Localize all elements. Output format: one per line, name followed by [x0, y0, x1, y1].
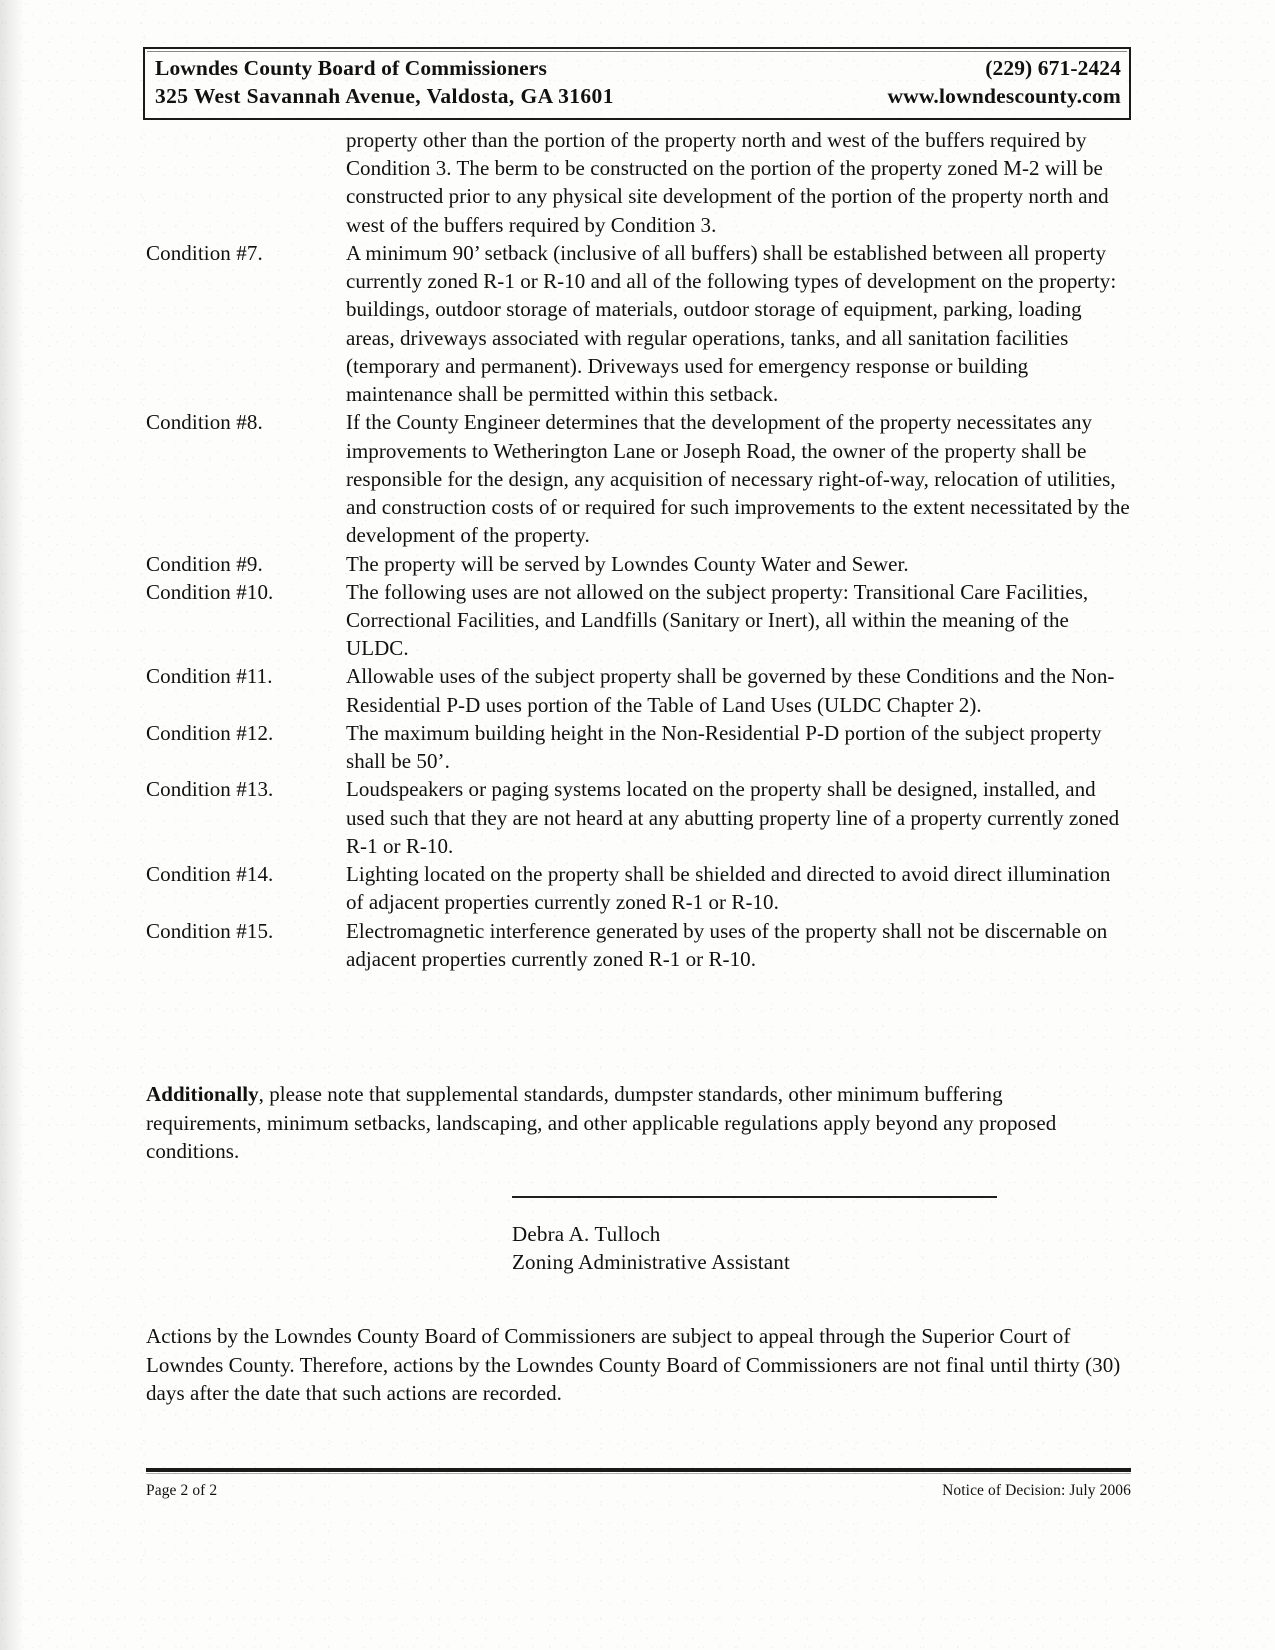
organization-name: Lowndes County Board of Commissioners [155, 56, 547, 80]
condition-row [146, 408, 1131, 549]
additional-note-paragraph [146, 1080, 1086, 1166]
condition-row [146, 917, 1131, 973]
condition-row [146, 860, 1131, 916]
condition-label: Condition #7. [146, 240, 263, 265]
signer-name: Debra A. Tulloch [512, 1222, 661, 1246]
condition-label: Condition #11. [146, 664, 273, 689]
condition-text: Lighting located on the property shall be shielded and directed to avoid direct illumination of adjacent properties currently zoned R-1 or R-10. [346, 862, 1111, 915]
condition-row [146, 126, 1131, 239]
condition-label: Condition #13. [146, 777, 274, 802]
conditions-list [146, 126, 1131, 973]
condition-text: If the County Engineer determines that the development of the property necessitates any improvements to Wetherington Lane or Joseph Road, the owner of the property shall be responsible for the design, any acquisition of necessary right-of-way, relocation of utilities, and construction costs of or required for such improvements to the extent necessitated by the development of the property. [346, 410, 1130, 548]
letterhead-box [143, 47, 1131, 120]
condition-label: Condition #12. [146, 720, 274, 745]
condition-text: The property will be served by Lowndes County Water and Sewer. [346, 551, 909, 576]
additional-note-text: , please note that supplemental standards, dumpster standards, other minimum buffering requirements, minimum setbacks, landscaping, and other applicable regulations apply beyond any proposed conditions. [146, 1082, 1057, 1164]
condition-row [146, 550, 1131, 578]
condition-text: A minimum 90’ setback (inclusive of all buffers) shall be established between all property currently zoned R-1 or R-10 and all of the following types of development on the property: buildings, outdoor storage of materials, outdoor storage of equipment, parking, loading areas, driveways associated with regular operations, tanks, and all sanitation facilities (temporary and permanent). Driveways used for emergency response or building maintenance shall be permitted within this setback. [346, 240, 1117, 407]
mailing-address: 325 West Savannah Avenue, Valdosta, GA 31601 [155, 83, 614, 108]
condition-text: Allowable uses of the subject property shall be governed by these Conditions and the Non-Residential P-D uses portion of the Table of Land Uses (ULDC Chapter 2). [346, 664, 1115, 717]
condition-row [146, 578, 1131, 663]
condition-label: Condition #8. [146, 410, 263, 435]
page-footer [146, 1482, 1131, 1500]
additional-lead-word: Additionally [146, 1082, 259, 1106]
footer-divider [146, 1468, 1131, 1472]
website-url: www.lowndescounty.com [887, 83, 1121, 108]
condition-row [146, 775, 1131, 860]
page-number: Page 2 of 2 [146, 1482, 218, 1499]
condition-label: Condition #9. [146, 551, 263, 576]
condition-text: Loudspeakers or paging systems located on the property shall be designed, installed, and used such that they are not heard at any abutting property line of a property currently zoned R-1 or R-10. [346, 777, 1120, 858]
scan-edge-shadow [0, 0, 24, 1650]
document-label: Notice of Decision: July 2006 [942, 1482, 1131, 1499]
signer-title: Zoning Administrative Assistant [512, 1250, 791, 1275]
condition-text: The maximum building height in the Non-Residential P-D portion of the subject property shall be 50’. [346, 720, 1102, 774]
condition-row [146, 662, 1131, 718]
condition-text: Electromagnetic interference generated by uses of the property shall not be discernable on adjacent properties currently zoned R-1 or R-10. [346, 918, 1108, 971]
letterhead-row-secondary [155, 83, 1121, 111]
closing-paragraph: Actions by the Lowndes County Board of Commissioners are subject to appeal through the Superior Court of Lowndes County. Therefore, actions by the Lowndes County Board of Commissioners are not final until thirty (30) days after the date that such actions are recorded. [146, 1324, 1121, 1406]
condition-row [146, 239, 1131, 408]
condition-row [146, 719, 1131, 775]
condition-text: The following uses are not allowed on the subject property: Transitional Care Facilities, Correctional Facilities, and Landfills (Sanitary or Inert), all within the meaning of the ULDC. [346, 579, 1089, 661]
signature-line [512, 1196, 997, 1198]
condition-text: property other than the portion of the property north and west of the buffers required by Condition 3. The berm to be constructed on the portion of the property zoned M-2 will be constructed prior to any physical site development of the portion of the property north and west of the buffers required by Condition 3. [346, 128, 1109, 237]
letterhead-row-primary [155, 55, 1121, 83]
condition-label: Condition #15. [146, 918, 274, 943]
condition-label: Condition #14. [146, 862, 274, 887]
signature-block [512, 1196, 997, 1277]
phone-number: (229) 671-2424 [985, 56, 1121, 80]
condition-label: Condition #10. [146, 579, 274, 604]
